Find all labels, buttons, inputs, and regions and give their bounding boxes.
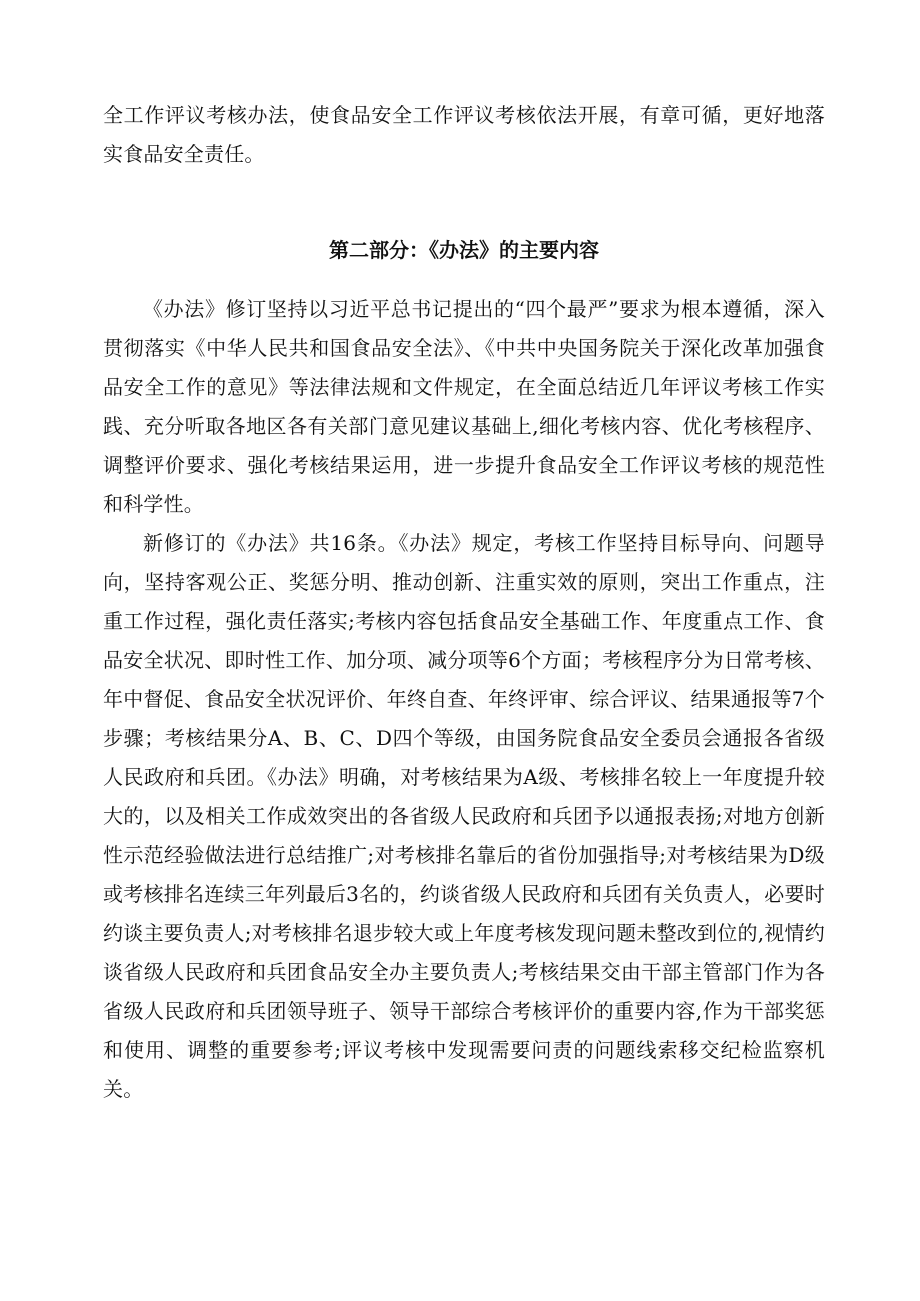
spacer	[103, 270, 825, 290]
intro-continuation-paragraph: 全工作评议考核办法，使食品安全工作评议考核依法开展，有章可循，更好地落实食品安全责任。	[103, 103, 825, 166]
section-heading: 第二部分：《办法》的主要内容	[329, 238, 599, 262]
document-page	[103, 96, 825, 1109]
body-paragraph-1: 《办法》修订坚持以习近平总书记提出的“四个最严”要求为根本遵循，深入贯彻落实《中华人民共和国食品安全法》、《中共中央国务院关于深化改革加强食品安全工作的意见》等法律法规和文件规定，在全面总结近几年评议考核工作实践、充分听取各地区各有关部门意见建议基础上,细化考核内容、优化考核程序、调整评价要求、强化考核结果运用，进一步提升食品安全工作评议考核的规范性和科学性。	[103, 297, 825, 516]
body-paragraph-2: 新修订的《办法》共16条。《办法》规定，考核工作坚持目标导向、问题导向，坚持客观公正、奖惩分明、推动创新、注重实效的原则，突出工作重点，注重工作过程，强化责任落实;考核内容包括食品安全基础工作、年度重点工作、食品安全状况、即时性工作、加分项、减分项等6个方面；考核程序分为日常考核、年中督促、食品安全状况评价、年终自查、年终评审、综合评议、结果通报等7个步骤；考核结果分A、B、C、D四个等级，由国务院食品安全委员会通报各省级人民政府和兵团。《办法》明确，对考核结果为A级、考核排名较上一年度提升较大的，以及相关工作成效突出的各省级人民政府和兵团予以通报表扬;对地方创新性示范经验做法进行总结推广;对考核排名靠后的省份加强指导;对考核结果为D级或考核排名连续三年列最后3名的，约谈省级人民政府和兵团有关负责人，必要时约谈主要负责人;对考核排名退步较大或上年度考核发现问题未整改到位的,视情约谈省级人民政府和兵团食品安全办主要负责人;考核结果交由干部主管部门作为各省级人民政府和兵团领导班子、领导干部综合考核评价的重要内容,作为干部奖惩和使用、调整的重要参考;评议考核中发现需要问责的问题线索移交纪检监察机关。	[103, 531, 825, 1101]
spacer	[103, 174, 825, 231]
